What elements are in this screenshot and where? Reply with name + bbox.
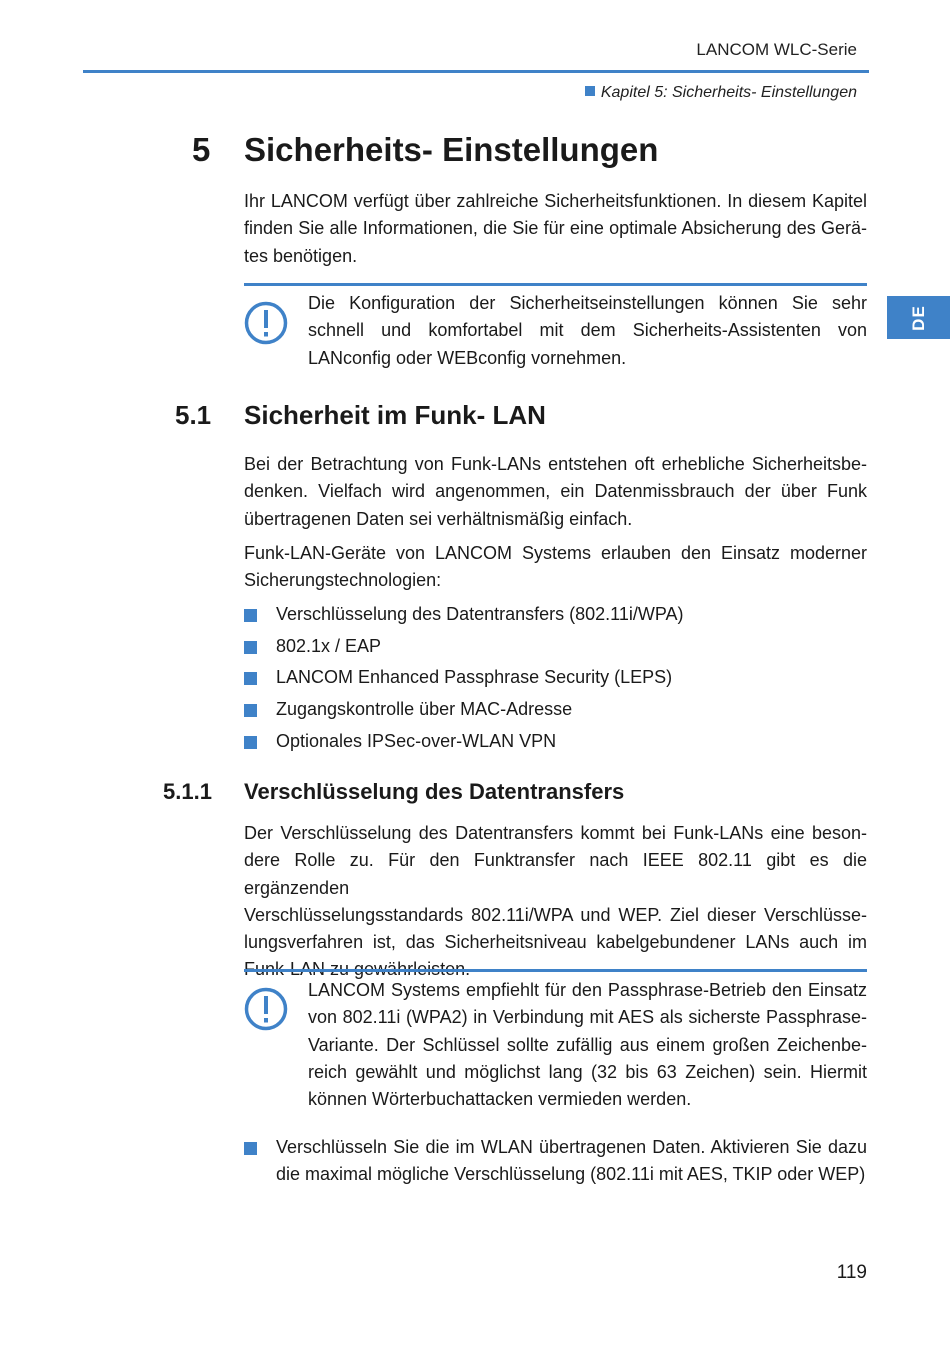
text-line: Der Verschlüsselung des Datentransfers kommt bei Funk-LANs eine beson- — [244, 823, 867, 843]
note-text — [308, 290, 867, 372]
list-item — [244, 696, 867, 728]
list-item-text: LANCOM Enhanced Passphrase Security (LEPS) — [276, 667, 673, 688]
list-item-text: 802.1x / EAP — [276, 635, 382, 656]
subsection-number: 5.1.1 — [163, 779, 212, 804]
text-line: finden Sie alle Informationen, die Sie für eine optimale Absicherung des Gerä- — [244, 218, 867, 239]
text-line: Bei der Betrachtung von Funk-LANs entstehen oft erhebliche Sicherheitsbe- — [244, 454, 867, 474]
chapter-intro — [244, 188, 867, 270]
list-item-text: Verschlüsselung des Datentransfers (802.11i/WPA) — [276, 604, 684, 624]
list-item — [244, 664, 867, 696]
note-rule — [244, 283, 867, 286]
text-line: Verschlüsselungsstandards 802.11i/WPA und WEP. Ziel dieser Verschlüsse- — [244, 904, 867, 925]
text-line: LANCOM Systems empfiehlt für den Passphrase-Betrieb den Einsatz — [308, 980, 867, 1000]
section-paragraph — [244, 540, 867, 595]
square-bullet-icon — [244, 736, 257, 749]
text-line: die maximal mögliche Verschlüsselung (802.11i mit AES, TKIP oder WEP) — [276, 1164, 866, 1185]
square-bullet-icon — [244, 1142, 257, 1155]
list-item — [244, 728, 867, 760]
square-bullet-icon — [244, 609, 257, 622]
running-header-title: LANCOM WLC-Serie — [696, 40, 857, 59]
list-item — [244, 1134, 867, 1189]
exclamation-circle-icon — [244, 301, 288, 345]
feature-list — [244, 601, 867, 759]
section-paragraph — [244, 451, 867, 533]
square-bullet-icon — [244, 641, 257, 654]
text-line: Die Konfiguration der Sicherheitseinstellungen können Sie sehr — [308, 293, 867, 313]
exclamation-circle-icon — [244, 987, 288, 1031]
square-bullet-icon — [244, 672, 257, 685]
text-line: Ihr LANCOM verfügt über zahlreiche Sicherheitsfunktionen. In diesem Kapitel — [244, 191, 867, 211]
language-tab — [887, 296, 950, 339]
list-item-text — [276, 1134, 867, 1189]
subsection-title: Verschlüsselung des Datentransfers — [244, 779, 625, 804]
chapter-title: Sicherheits- Einstellungen — [244, 131, 659, 168]
square-bullet-icon — [585, 86, 595, 96]
chapter-number: 5 — [192, 131, 211, 168]
text-line: reich gewählt und möglichst lang (32 bis 63 Zeichen) sein. Hiermit — [308, 1061, 867, 1082]
note-rule — [244, 969, 867, 972]
text-line: denken. Vielfach wird angenommen, ein Datenmissbrauch der über Funk — [244, 481, 867, 502]
list-item-text: Optionales IPSec-over-WLAN VPN — [276, 730, 557, 751]
text-line: Verschlüsseln Sie die im WLAN übertragenen Daten. Aktivieren Sie dazu — [276, 1137, 867, 1157]
section-number: 5.1 — [175, 400, 212, 430]
text-line: Variante. Der Schlüssel sollte zufällig aus einem großen Zeichenbe- — [308, 1034, 867, 1055]
list-item — [244, 601, 867, 633]
text-line: tes benötigen. — [244, 245, 358, 266]
section-title: Sicherheit im Funk- LAN — [244, 400, 546, 430]
text-line: schnell und komfortabel mit dem Sicherheits-Assistenten von — [308, 320, 867, 341]
header-rule — [83, 70, 869, 73]
text-line: Funk-LAN-Geräte von LANCOM Systems erlauben den Einsatz moderner — [244, 543, 867, 563]
text-line: dere Rolle zu. Für den Funktransfer nach IEEE 802.11 gibt es die ergänzenden — [244, 850, 867, 898]
text-line: von 802.11i (WPA2) in Verbindung mit AES als sicherste Passphrase- — [308, 1007, 867, 1028]
text-line: können Wörterbuchattacken vermieden werden. — [308, 1089, 692, 1110]
text-line: übertragenen Daten sei verhältnismäßig einfach. — [244, 508, 633, 529]
subsection-paragraph — [244, 820, 867, 984]
running-header-chapter — [585, 84, 857, 102]
list-item-text: Zugangskontrolle über MAC-Adresse — [276, 699, 573, 720]
list-item — [244, 633, 867, 665]
text-line: Sicherungstechnologien: — [244, 570, 442, 591]
chapter-reference: Kapitel 5: Sicherheits- Einstellungen — [600, 84, 857, 101]
text-line: lungsverfahren ist, das Sicherheitsniveau kabelgebundener LANs auch im — [244, 932, 867, 953]
square-bullet-icon — [244, 704, 257, 717]
language-tab-label: DE — [908, 304, 928, 331]
text-line: LANconfig oder WEBconfig vornehmen. — [308, 347, 627, 368]
page-number: 119 — [836, 1262, 867, 1283]
note-text — [308, 977, 867, 1113]
